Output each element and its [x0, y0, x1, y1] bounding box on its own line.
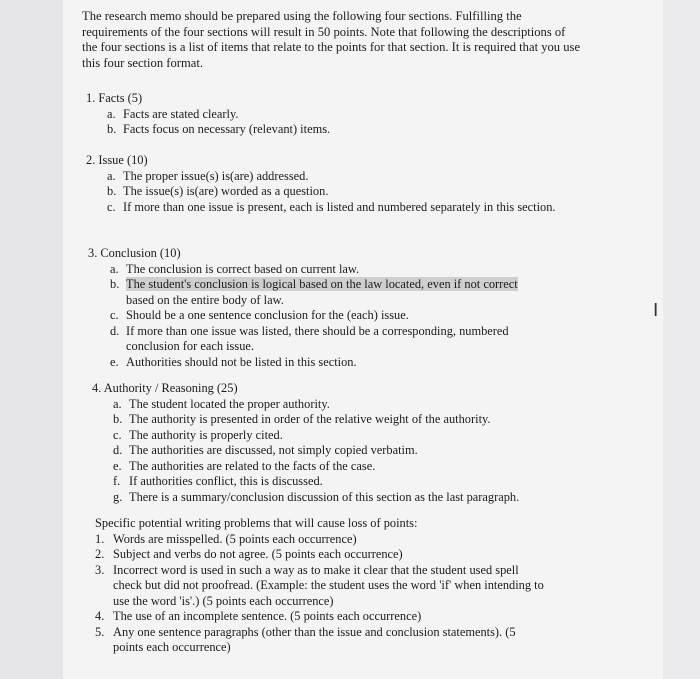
item-text: The student located the proper authority. [129, 396, 330, 411]
item-text: The issue(s) is(are) worded as a question. [123, 184, 329, 198]
item-number: 2. [95, 547, 105, 561]
item-letter: a. [107, 106, 116, 121]
item-letter: c. [107, 199, 116, 214]
section-heading: 4. Authority / Reasoning (25) [92, 381, 238, 395]
item-text: Any one sentence paragraphs (other than the issue and conclusion statements). (5 points each occurrence) [113, 624, 516, 654]
list-item [110, 308, 558, 324]
item-number: 4. [95, 609, 105, 623]
highlighted-text[interactable]: The student's conclusion is logical based on the law located, even if not correct [126, 277, 518, 291]
item-text: The use of an incomplete sentence. (5 points each occurrence) [113, 609, 422, 623]
item-text: If more than one issue is present, each is listed and numbered separately in this section. [123, 199, 556, 214]
list-item [110, 262, 558, 278]
item-text: If authorities conflict, this is discussed. [129, 474, 323, 488]
item-text: There is a summary/conclusion discussion of this section as the last paragraph. [129, 489, 520, 504]
list-item [95, 563, 545, 610]
section-conclusion [88, 246, 558, 370]
item-text: Words are misspelled. (5 points each occurrence) [113, 531, 357, 546]
item-text: The conclusion is correct based on current law. [126, 261, 360, 276]
item-letter: b. [107, 122, 117, 136]
list-item [113, 397, 572, 413]
item-number: 1. [95, 531, 105, 546]
item-letter: a. [107, 168, 116, 183]
list-item [110, 355, 558, 371]
list-item [113, 443, 572, 459]
item-letter: c. [110, 308, 119, 322]
list-item [113, 474, 572, 490]
item-number: 5. [95, 624, 105, 639]
item-text: Subject and verbs do not agree. (5 points each occurrence) [113, 547, 403, 561]
section-heading: 2. Issue (10) [86, 153, 148, 167]
item-text: The authority is presented in order of the relative weight of the authority. [129, 412, 491, 426]
section-facts [86, 91, 566, 138]
item-text: based on the entire body of law. [126, 292, 284, 307]
item-letter: c. [113, 427, 122, 442]
list-item [107, 107, 566, 123]
item-letter: e. [113, 458, 122, 473]
item-letter: g. [113, 489, 123, 504]
item-number: 3. [95, 562, 105, 577]
list-item [113, 428, 572, 444]
intro-paragraph: The research memo should be prepared using the following four sections. Fulfilling the requirements of the four sections will result in 50 points. Note that following the descriptions of the four sections is a list of items that relate to the points for that section. It is required that you use this four section format. [82, 9, 581, 70]
item-letter: a. [113, 396, 122, 411]
section-heading: 1. Facts (5) [86, 91, 143, 105]
item-text: The proper issue(s) is(are) addressed. [123, 168, 309, 183]
item-letter: a. [110, 261, 119, 276]
list-item [113, 412, 572, 428]
list-item [110, 277, 558, 308]
item-letter: b. [110, 277, 120, 291]
section-heading: 3. Conclusion (10) [88, 246, 181, 260]
list-item [107, 169, 566, 185]
item-letter: d. [113, 443, 123, 457]
item-letter: d. [110, 323, 120, 338]
item-text: The authorities are discussed, not simply copied verbatim. [129, 443, 418, 457]
item-letter: b. [113, 412, 123, 426]
item-text: The authority is properly cited. [129, 427, 283, 442]
list-item [107, 122, 566, 138]
item-text: Facts focus on necessary (relevant) items. [123, 122, 331, 136]
item-text: Should be a one sentence conclusion for the (each) issue. [126, 308, 409, 322]
item-text: Facts are stated clearly. [123, 106, 239, 121]
item-letter: b. [107, 184, 117, 198]
list-item [95, 547, 545, 563]
list-item [95, 625, 545, 656]
item-text: If more than one issue was listed, there should be a corresponding, numbered conclusion for each issue. [126, 323, 509, 353]
list-item [110, 324, 558, 355]
section-authority [92, 381, 572, 505]
item-text: Incorrect word is used in such a way as to make it clear that the student used spell check but did not proofread. (Example: the student uses the word 'if' when intending to use the word 'is'.) (5 points each occurrence) [113, 562, 544, 608]
item-text: Authorities should not be listed in this section. [126, 354, 357, 369]
section-issue [86, 153, 566, 215]
list-item [113, 459, 572, 475]
writing-problems [95, 516, 545, 656]
list-item [113, 490, 572, 506]
item-letter: f. [113, 474, 121, 488]
page-margin [663, 0, 700, 679]
document-page [63, 0, 663, 679]
problems-title: Specific potential writing problems that will cause loss of points: [95, 516, 418, 530]
text-cursor-icon: I [653, 300, 659, 321]
list-item [107, 184, 566, 200]
item-text: The authorities are related to the facts of the case. [129, 458, 376, 473]
list-item [95, 532, 545, 548]
item-letter: e. [110, 354, 119, 369]
list-item [107, 200, 566, 216]
list-item [95, 609, 545, 625]
